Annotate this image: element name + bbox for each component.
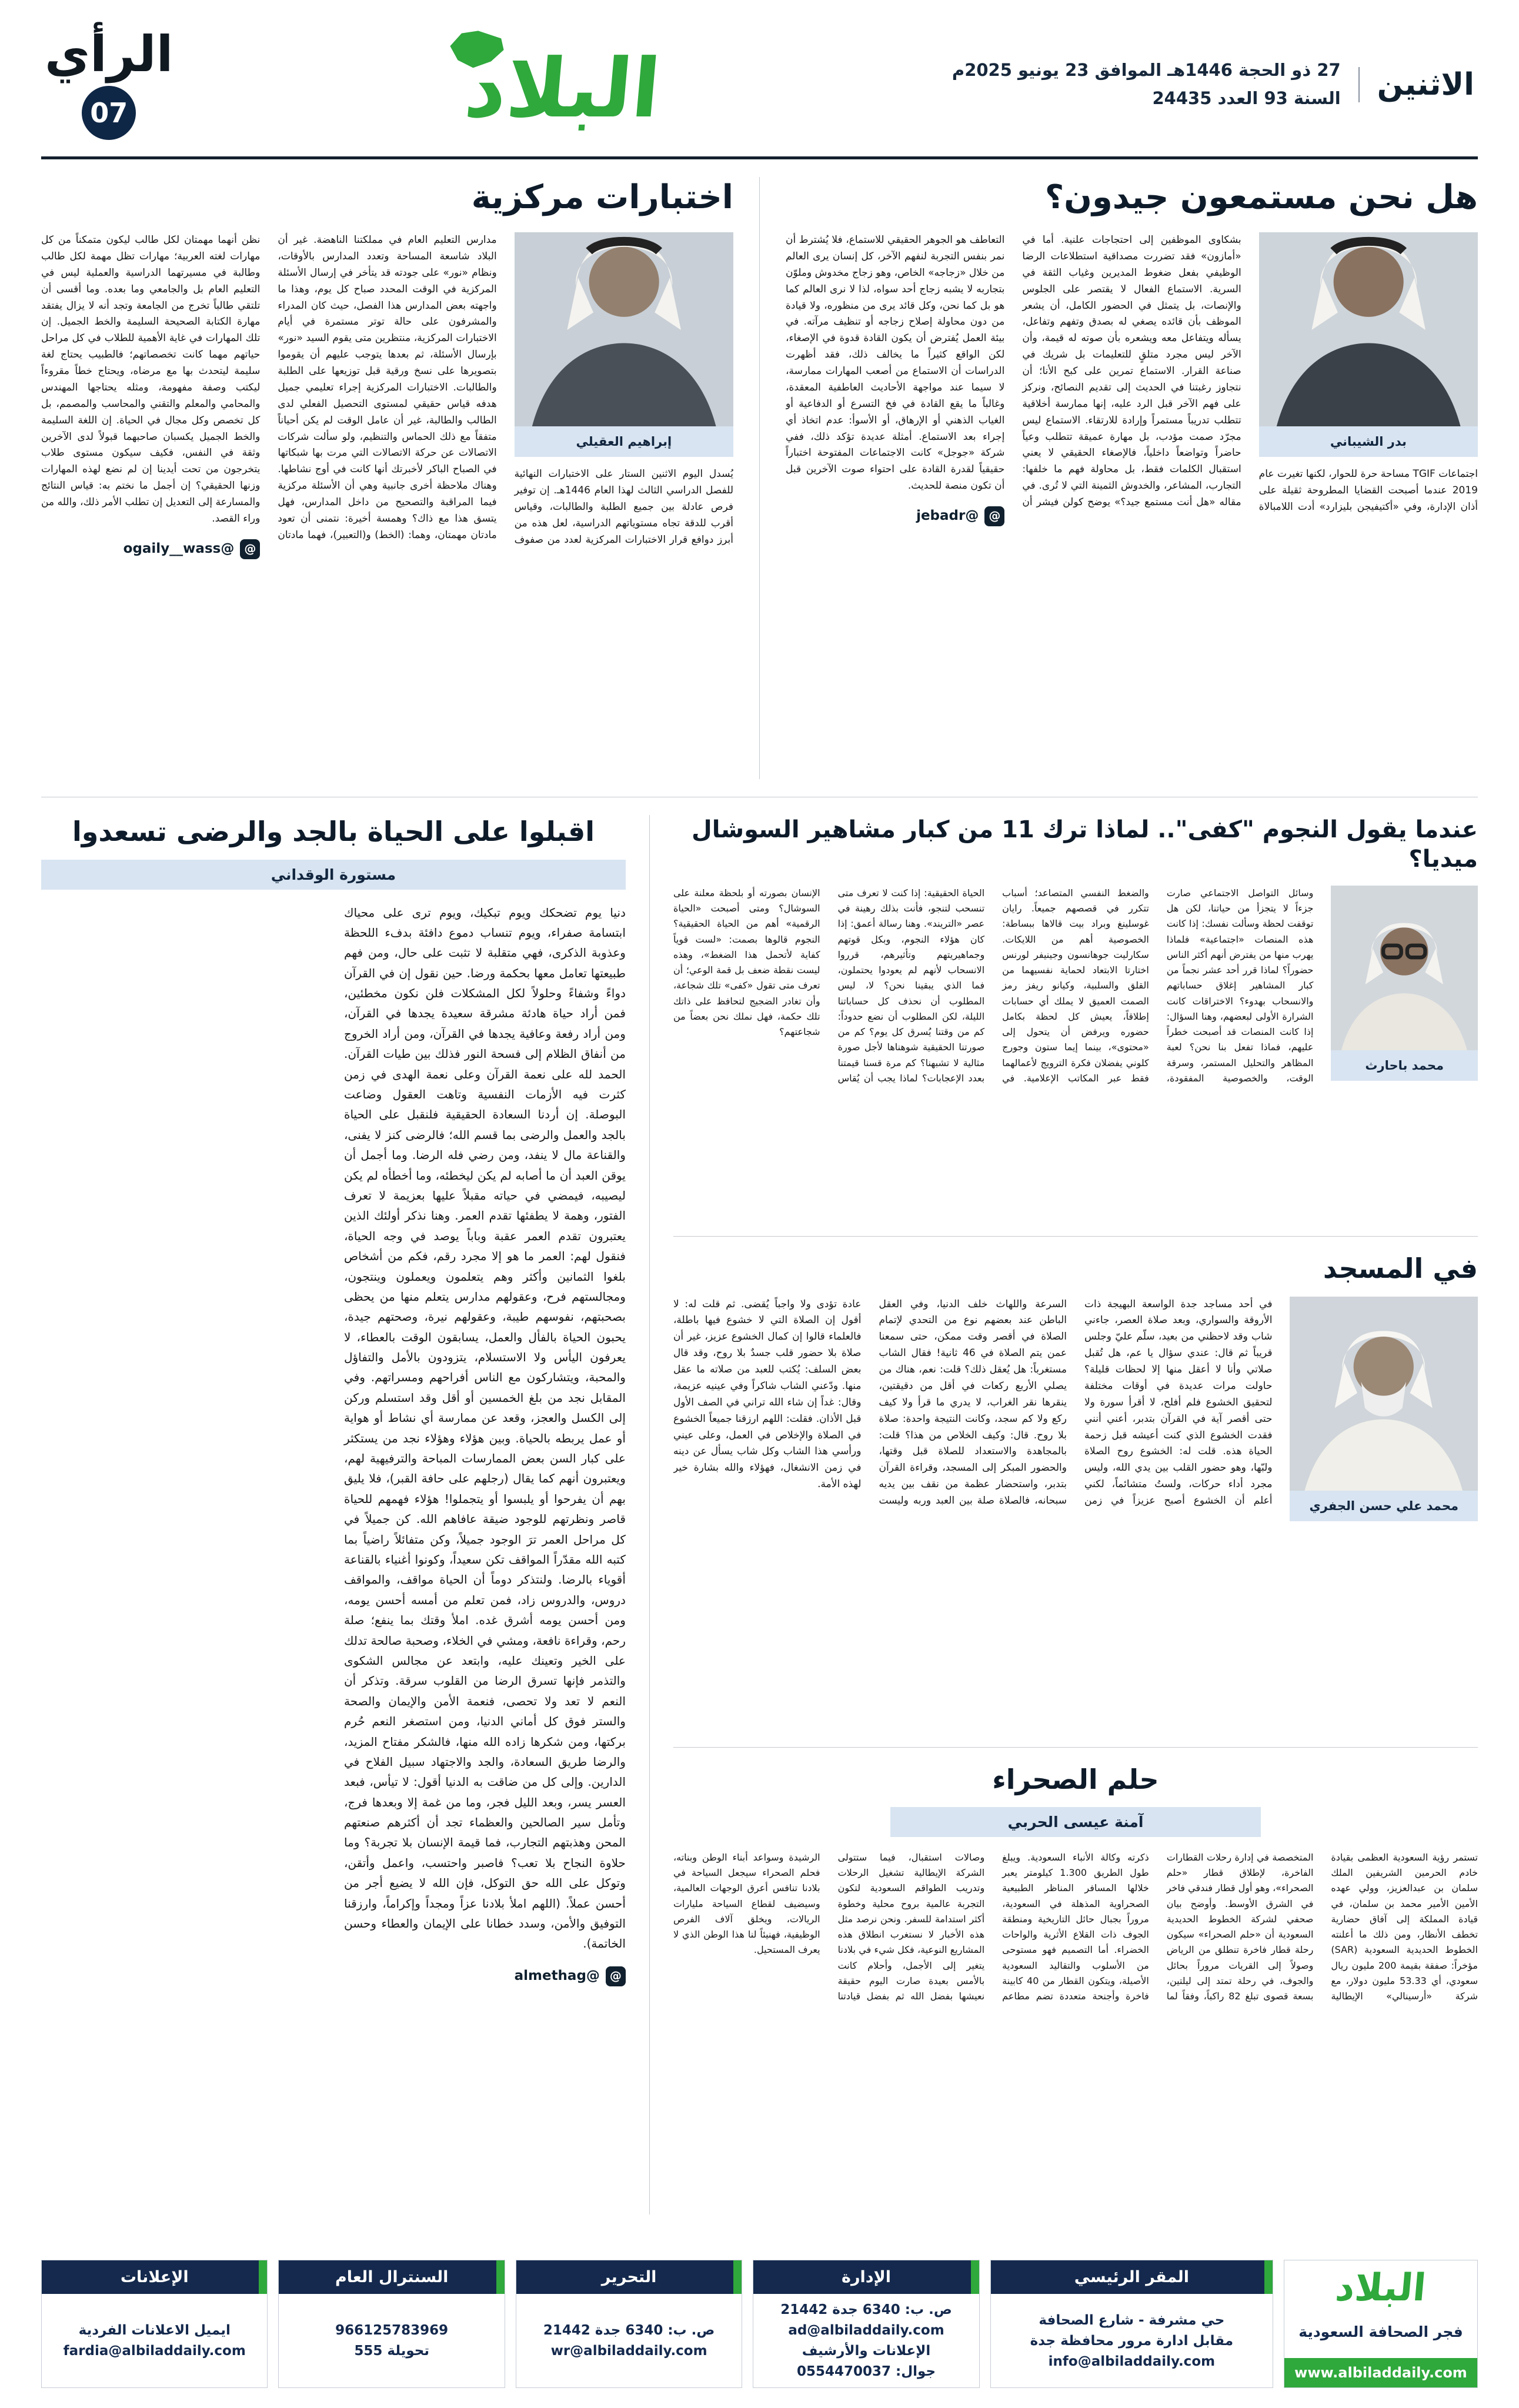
footer-section-label: الإعلانات: [42, 2260, 267, 2294]
footer-brand-box: [1284, 2260, 1478, 2388]
article-text: تستمر رؤية السعودية العظمى بقيادة خادم الحرمين الشريفين الملك سلمان بن عبدالعزيز، وولي عهده الأمين الأمير محمد بن سلمان، في قيادة المملكة إلى آفاق حضارية تخطف الأنظار، ومن ذلك ما أعلنته الخطوط الحديدية السعودية (SAR) مؤخراً: صفقة بقيمة 200 مليون ريال سعودي، أي 53.33 مليون دولار، مع شركة «أرسينالي» الإيطالية المتخصصة في إدارة رحلات القطارات الفاخرة، لإطلاق قطار «حلم الصحراء»، وهو أول قطار فندقي فاخر في الشرق الأوسط. وأوضح بيان صحفي لشركة الخطوط الحديدية السعودية أن «حلم الصحراء» سيكون رحلة قطار فاخرة تنطلق من الرياض وصولاً إلى القريات مروراً بحائل والجوف، في رحلة تمتد إلى ليلتين، بسعة قصوى تبلغ 82 راكباً، وفقاً لما ذكرته وكالة الأنباء السعودية. ويبلغ طول الطريق 1.300 كيلومتر يعبر خلالها المسافر المناظر الطبيعية الصحراوية المذهلة في السعودية، مروراً بجبال حائل التاريخية ومنطقة الجوف ذات القلاع الأثرية والواحات الخضراء. أما التصميم فهو مستوحى من الأسلوب والتقاليد السعودية الأصيلة، ويتكون القطار من 40 كابينة فاخرة وأجنحة متعددة تضم مطاعم وصالات استقبال، فيما ستتولى الشركة الإيطالية تشغيل الرحلات وتدريب الطواقم السعودية لتكون التجربة عالمية بروح محلية وخطوة أكثر استدامة للسفر. ونحن نرصد مثل هذه الأخبار لا نستغرب انطلاق هذه المشاريع النوعية، فكل شيء في بلادنا يتغير إلى الأجمل، وأحلام كانت بالأمس بعيدة صارت اليوم حقيقة نعيشها بفضل الله ثم بفضل قيادتنا الرشيدة وسواعد أبناء الوطن وبناته، فحلم الصحراء سيجعل السياحة في بلادنا تنافس أعرق الوجهات العالمية، وسيضيف لقطاع السياحة مليارات الريالات، ويخلق آلاف الفرص الوظيفية، فهنيئاً لنا هذا الوطن الذي لا يعرف المستحيل.: [673, 1852, 1478, 2002]
footer-line: جوال: 0554470037: [796, 2364, 936, 2379]
footer-section-lines: [42, 2294, 267, 2387]
article-text: اجتماعات TGIF مساحة حرة للحوار، لكنها تغيرت عام 2019 عندما أصبحت القضايا المطروحة ثقيلة على أذان الإدارة، وفي «أكتيفيجن بليزارد» أدت اللامبالاة بشكاوى الموظفين إلى احتجاجات علنية. أما في «أمازون» فقد تضررت مصداقية استطلاعات الرضا الوظيفي بفعل ضغوط المديرين وغياب الثقة في السرية. الاستماع الفعال لا يقتصر على الجلوس والإنصات، بل يتمثل في الحضور الكامل، أن يشعر الموظف بأن قائده يصغي له بصدق وتفهم وتفاعل، يسأله ويتفاعل معه ويشعره بأن صوته له قيمة، وأن الآخر ليس مجرد متلقٍ للتعليمات بل شريك في صناعة القرار. الاستماع تمرين على كبح الأنا؛ أن نتجاوز رغبتنا في الحديث إلى تقديم النصائح، ونركز على فهم الآخر قبل الرد عليه، إنها ممارسة أخلاقية تتطلب تدريباً مستمراً وإرادة للارتقاء. الاستماع ليس مجرّد صمت مؤدب، بل مهارة عميقة تتطلب وعياً حاضراً وتواضعاً داخلياً، فالإصغاء الحقيقي لا يعني استقبال الكلمات فقط، بل محاولة فهم ما خلفها: التجارب، المشاعر، والخدوش الثمينة التي لا تُرى. في مقاله «هل أنت مستمع جيد؟» يوضح كولن فيشر أن التعاطف هو الجوهر الحقيقي للاستماع، فلا يُشترط أن نمر بنفس التجربة لنفهم الآخر، كل إنسان يرى العالم من خلال «زجاجه» الخاص، وهو زجاج مخدوش وملوّن بتجاربه لا يشبه زجاج أحد سواه، لذا لا نرى العالم كما هو بل كما نحن، وكل قائد يرى من منظوره، ولا قيادة من دون محاولة إصلاح زجاجه أو تنظيف مرآته. في بيئة العمل يُفترض أن يكون القادة قدوة في الإصغاء، لكن الواقع كثيراً ما يخالف ذلك، فقد أظهرت الدراسات أن الاستماع من أصعب المهارات ممارسة، لا سيما عند مواجهة الأحاديث العاطفية المعقدة، وغالباً ما يقع القادة في فخ التسرع أو الدفاعية أو الغياب الذهني أو الإرهاق، أو الأسوأ: عدم اتخاذ أي إجراء بعد الاستماع. أمثلة عديدة تؤكد ذلك، ففي شركة «جوجل» كانت الاجتماعات المفتوحة اختباراً حقيقياً لقدرة القادة على احتواء صوت الآخرين قبل أن تكون منصة للحديث.: [786, 234, 1478, 513]
avatar-icon: [515, 232, 733, 426]
footer-section-lines: [279, 2294, 504, 2387]
albilad-logo: [461, 40, 665, 136]
footer-line: ايميل الاعلانات الفردية: [78, 2323, 231, 2338]
masthead-date-block: [952, 56, 1474, 113]
article-title: اختبارات مركزية: [471, 178, 733, 216]
article-title: هل نحن مستمعون جيدون؟: [1044, 178, 1478, 216]
portrait-image: [1259, 232, 1478, 426]
article-body: [673, 886, 1478, 1221]
article-body: [41, 903, 626, 2196]
article-life: [41, 815, 626, 2196]
article-text: يُسدل اليوم الاثنين الستار على الاختبارات النهائية للفصل الدراسي الثالث لهذا العام 1446هـ. إن توفير فرص عادلة بين جميع الطلبة والطالبات، وقياس أقرب للدقة تجاه مستوياتهم الدراسية، لعل هذه من أبرز دوافع قرار الاختبارات المركزية لعدد من صفوف مدارس التعليم العام في مملكتنا الناهضة. غير أن البلاد شاسعة المساحة وتعدد المدارس بالأوقات، ونظام «نور» على جودته قد يتأخر في إرسال الأسئلة المركزية في الوقت المحدد صباح كل يوم، وهذا ما واجهته بعض المدارس هذا الفصل، حيث كان المدراء والمشرفون على حالة توتر مستمرة في أيام الاختبارات المركزية، منتظرين متى يقوم السيد «نور» بإرسال الأسئلة، ثم بعدها يتوجب عليهم أن يقوموا بتصويرها على نسخ ورقية قبل توزيعها على الطلبة والطالبات. الاختبارات المركزية إجراء تعليمي جميل هدفه قياس حقيقي لمستوى التحصيل الفعلي لدى الطالب والطالبة، غير أن عامل الوقت لم يكن أحياناً متفقاً مع ذلك الحماس والتنظيم، ولو سألت شركات الاتصالات عن حركة الاتصالات التي مرت بها شبكاتها في الصباح الباكر لأخبرتك أنها كانت في أوج نشاطها. وهناك ملاحظة أخرى جانبية وهي أن الأسئلة مركزية فيما المراقبة والتصحيح من داخل المدارس، فهل يتسق هذا مع ذاك؟ وهمسة أخيرة: نتمنى أن تعود مادتان مهمتان، وهما: (الخط) و(التعبير)، فهما مادتان نظن أنهما مهمتان لكل طالب ليكون متمكناً من كل مهارات لغته العربية؛ مهارات تظل مهمة لكل طالب وطالبة في مسيرتهما الدراسية والعملية ليس في التعليم العام بل والجامعي وما بعده. وما أقسى أن تلتقي طالباً تخرج من الجامعة وتجد أنه لا يزال يفتقد مهارة الكتابة الصحيحة السليمة والخط الجميل. إن تلك المهارات في غاية الأهمية للطلاب في كل مراحل حياتهم مهما كانت تخصصاتهم؛ فالطبيب يحتاج لغة سليمة ليتحدث بها مع مرضاه، ويحتاج خطاً مقروءاً ليكتب وصفة مفهومة، ومثله يحتاجها المهندس والمحامي والمعلم والتقني والمحاسب والمصمم، بل كل تخصص وكل مجال في الحياة. إن اللغة السليمة والخط الجميل يكسبان صاحبهما قبولاً لدى الآخرين وثقة في النفس، فكيف سيكون مستوى طلاب يتخرجون من تحت أيدينا إن لم نضع لهذه المهارات وزنها الحقيقي؟ إن أجمل ما نختم به: قياس النتائج والمسارعة إلى التعديل إن تطلب الأمر ذلك، والله من وراء القصد.: [41, 234, 733, 546]
footer-phone: 966125783969: [335, 2323, 449, 2338]
footer-section-administration: [753, 2260, 979, 2388]
author-photo: [1259, 232, 1478, 457]
footer-section-label: التحرير: [516, 2260, 742, 2294]
footer-line: مقابل ادارة مرور محافظة جدة: [1030, 2333, 1234, 2349]
date-line: 27 ذو الحجة 1446هـ الموافق 23 يونيو 2025م: [952, 60, 1341, 81]
author-byline: إبراهيم العقيلي: [515, 426, 733, 457]
handle-text: @almethag: [514, 1968, 600, 1983]
article-text: دنيا يوم تضحكك ويوم تبكيك، ويوم ترى على محياك ابتسامة صفراء، ويوم تنساب دموع دافئة بدفء اللحظة وعذوبة الذكرى، فهي متقلبة لا تثبت على حال، ومن فهم طبيعتها تعامل معها بحكمة ورضا. حين نقول إن في القرآن دواءً وشفاءً وحلولاً لكل المشكلات فلن نكون مخطئين، فمن أراد حياة هادئة مشرقة سعيدة يجدها في القرآن، ومن أراد رفعة وعافية يجدها في القرآن، ومن أراد الخروج من أنفاق الظلام إلى فسحة النور فذلك بين طيات القرآن. الحمد لله على نعمة القرآن وعلى نعمة الهدى في زمن كثرت فيه الأزمات النفسية وتاهت العقول وضاعت البوصلة. إن أردنا السعادة الحقيقية فلنقبل على الحياة بالجد والعمل والرضى بما قسم الله؛ فالرضى كنز لا يفنى، والقناعة مال لا ينفد، ومن رضي فله الرضا. وما أجمل أن يوقن العبد أن ما أصابه لم يكن ليخطئه، وما أخطأه لم يكن ليصيبه، فيمضي في حياته مقبلاً عليها بعزيمة لا تعرف الفتور، وهمة لا يطفئها تقدم العمر. وهنا نذكر أولئك الذين يعتبرون تقدم العمر عقبة وباباً يوصد في وجه الحياة، فنقول لهم: العمر ما هو إلا مجرد رقم، فكم من أشخاص بلغوا الثمانين وأكثر وهم يتعلمون ويعملون وينتجون، ومجالستهم فرح، وعقولهم مدارس يتعلم منها من يحظى بصحبتهم، نفوسهم طيبة، وعقولهم نيرة، وصحتهم جيدة، يحبون الحياة بالفأل والعمل، يسابقون الوقت بالعطاء، لا يعرفون اليأس ولا الاستسلام، يتزودون بالأمل والتفاؤل والمحبة، ويتشاركون مع الناس أفراحهم ومسراتهم. وفي المقابل نجد من بلغ الخمسين أو أقل وقد استسلم وركن إلى الكسل والعجز، وقعد عن ممارسة أي نشاط أو هواية أو عمل يربطه بالحياة. وبين هؤلاء وهؤلاء نجد من يستكثر على كبار السن بعض الممارسات المباحة والترفيهية لهم، ويعتبرون أنهم كما يقال (رجلهم على حافة القبر)، فلا يليق بهم أن يفرحوا أو يلبسوا أو يتجملوا! هؤلاء فهمهم للحياة قاصر ونظرتهم للوجود ضيقة عافاهم الله. كن جميلاً في كل مراحل العمر ترَ الوجود جميلاً، وكن متفائلاً راضياً بما كتبه الله مقدّراً المواقف تكن سعيداً، وكونوا أغنياء بالقناعة أقوياء بالرضا. ولنتذكر دوماً أن الحياة مواقف، والمواقف دروس، والدروس زاد، فمن تعلم من أمسه أحسن يومه، ومن أحسن يومه أشرق غده. املأ وقتك بما ينفع؛ صلة رحم، وقراءة نافعة، ومشي في الخلاء، وصحبة صالحة تدلك على الخير وتعينك عليه، وابتعد عن مجالس الشكوى والتذمر فإنها تسرق الرضا من القلوب سرقة. وتذكر أن النعم لا تعد ولا تحصى، فنعمة الأمن والإيمان والصحة والستر فوق كل أماني الدنيا، ومن استصغر النعم حُرم بركتها، ومن شكرها زاده الله منها، فالشكر مفتاح المزيد، والرضا طريق السعادة، والجد والاجتهاد سبيل الفلاح في الدارين. وإلى كل من ضاقت به الدنيا أقول: لا تيأس، فبعد العسر يسر، وبعد الليل فجر، وما من غمة إلا وبعدها فرج، وتأمل سير الصالحين والعظماء تجد أن أكثرهم صنعتهم المحن وهذبتهم التجارب، فما قيمة الإنسان بلا تجربة؟ وما حلاوة النجاح بلا تعب؟ فاصبر واحتسب، واعمل وأتقن، وتوكل على الله حق التوكل، فإن الله لا يضيع أجر من أحسن عملاً. (اللهم املأ بلادنا عزاً ومجداً وإكراماً، وارزقنا التوفيق والأمن، وسدد خطانا على الإيمان والعطاء وحسن الخاتمة).: [343, 905, 626, 1951]
footer-line: تحويلة 555: [354, 2343, 429, 2359]
handle-text: @jebadr: [916, 508, 979, 523]
footer-line: حي مشرفة - شارع الصحافة: [1039, 2312, 1225, 2328]
article-body: [673, 1297, 1478, 1732]
footer-section-editorial: [516, 2260, 742, 2388]
weekday-label: الاثنين: [1358, 67, 1474, 102]
footer-section-lines: [753, 2294, 979, 2387]
date-issue-block: [952, 56, 1341, 113]
footer-section-label: السنترال العام: [279, 2260, 504, 2294]
author-photo: [515, 232, 733, 457]
portrait-image: [1331, 886, 1478, 1050]
footer-brand-logo: البلاد: [1334, 2266, 1428, 2310]
footer-section-lines: [991, 2294, 1273, 2387]
twitter-icon: [984, 506, 1004, 526]
portrait-image: [1290, 1297, 1478, 1491]
article-text: في أحد مساجد جدة الواسعة البهيجة ذات الأروقة والسواري، وبعد صلاة العصر، جاءني شاب وقد لاحظني من بعيد، سلّم عليّ وجلس قريباً ثم قال: عندي سؤال يا عم، هل تُقبل صلاتي وأنا لا أعقل منها إلا لحظات قليلة؟ حاولت مرات عديدة في أوقات مختلفة لتحقيق الخشوع فلم أفلح، لا أقرأ سورة ولا حتى أقصر آية في القرآن بتدبر، أعني أنني فقدت الخشوع الذي كنت أعيشه قبل زحمة الحياة هذه. قلت له: الخشوع روح الصلاة ولبّها، وهو حضور القلب بين يدي الله، وليس مجرد أداء حركات، ولستُ متشائماً، لكني أعلم أن الخشوع أصبح عزيزاً في زمن السرعة واللهاث خلف الدنيا، وفي العقل الباطن عند بعضهم نوع من التحدي لإتمام الصلاة في أقصر وقت ممكن، حتى سمعنا عمن يتم الصلاة في 46 ثانية! فقال الشاب مستغرباً: هل يُعقل ذلك؟ قلت: نعم، هناك من يصلي الأربع ركعات في أقل من دقيقتين، ينقرها نقر الغراب، لا يدري ما قرأ ولا كيف ركع ولا كم سجد، وكانت النتيجة واحدة: صلاة بلا روح. قال: وكيف الخلاص من هذا؟ قلت: بالمجاهدة والاستعداد للصلاة قبل وقتها، والحضور المبكر إلى المسجد، وقراءة القرآن بتدبر، واستحضار عظمة من نقف بين يديه سبحانه، فالصلاة صلة بين العبد وربه وليست عادة تؤدى ولا واجباً يُقضى. ثم قلت له: لا أقول إن الصلاة التي لا خشوع فيها باطلة، فالعلماء قالوا إن كمال الخشوع عزيز، غير أن صلاة بلا حضور قلب جسدٌ بلا روح، وقد قال بعض السلف: يُكتب للعبد من صلاته ما عقل منها. ودّعني الشاب شاكراً وفي عينيه عزيمة، وقال: غداً إن شاء الله تراني في الصف الأول قبل الأذان. فقلت: اللهم ارزقنا جميعاً الخشوع في الصلاة والإخلاص في العمل، وعلى عيني ورأسي هذا الشاب وكل شاب يسأل عن دينه في زمن الانشغال، فهؤلاء والله بشارة خير لهذه الأمة.: [673, 1298, 1273, 1507]
masthead: [41, 27, 1478, 159]
footer-section-ads: [41, 2260, 268, 2388]
footer-website-link[interactable]: www.albiladdaily.com: [1284, 2358, 1477, 2387]
left-column-group: [41, 815, 650, 2215]
section-block: [45, 25, 173, 140]
article-exams: [41, 177, 760, 779]
footer-line: الإعلانات والأرشيف: [802, 2343, 931, 2359]
lower-articles-row: [41, 815, 1478, 2215]
author-byline: مستورة الوقداني: [41, 860, 626, 890]
handle-text: @ogaily__wass: [123, 540, 235, 556]
portrait-image: [515, 232, 733, 426]
twitter-icon: [606, 1966, 626, 1986]
article-mosque: [673, 1236, 1478, 1732]
article-stars: [673, 815, 1478, 1221]
author-byline: محمد باحارث: [1331, 1050, 1478, 1081]
author-handle[interactable]: [123, 538, 261, 560]
footer-email-link[interactable]: info@albiladdaily.com: [1048, 2353, 1216, 2369]
author-byline: محمد علي حسن الجفري: [1290, 1491, 1478, 1521]
article-title: حلم الصحراء: [992, 1763, 1159, 1795]
article-body: [41, 232, 733, 779]
article-text: وسائل التواصل الاجتماعي صارت جزءاً لا يتجزأ من حياتنا، لكن هل توقفت لحظة وسألت نفسك: إذا كانت هذه المنصات «اجتماعية» فلماذا يهرب منها من يفترض أنهم أكثر الناس حضوراً؟ لماذا قرر أحد عشر نجماً من كبار المشاهير إغلاق حساباتهم والانسحاب بهدوء؟ الاختراقات كانت الشرارة الأولى لبعضهم، وهنا السؤال: إذا كانت المنصات قد أصبحت خطراً عليهم، فماذا تفعل بنا نحن؟ لعبة المظاهر والتحليل المستمر، وسرقة الوقت، والخصوصية المفقودة، والضغط النفسي المتصاعد؛ أسباب تتكرر في قصصهم جميعاً. رايان غوسلينغ وبراد بيت قالاها ببساطة: الخصوصية أهم من اللايكات. سكارليت جوهانسون وجينيفر لورنس اختارتا الابتعاد لحماية نفسيهما من القلق والسلبية، وكيانو ريفز رمز الصمت العميق لا يملك أي حسابات إطلاقاً، يعيش كل لحظة بكامل حضوره ويرفض أن يتحول إلى «محتوى»، بينما إيما ستون وجورج كلوني يفضلان فكرة الترويج لأعمالهما فقط عبر المكاتب الإعلامية. في الحياة الحقيقية: إذا كنت لا تعرف متى تنسحب لتنجو، فأنت بذلك رهينة في عصر «التريند». وهنا رسالة أعمق: إذا كان هؤلاء النجوم، وبكل قوتهم وجماهيريتهم وتأثيرهم، قرروا الانسحاب لأنهم لم يعودوا يحتملون، فما الذي يبقينا نحن؟ لا، ليس المطلوب أن نحذف كل حساباتنا الليلة، لكن المطلوب أن نضع حدوداً: كم من وقتنا يُسرق كل يوم؟ كم من صورتنا الحقيقية شوهناها لأجل صورة مثالية لا تشبهنا؟ كم مرة قسنا قيمتنا بعدد الإعجابات؟ لماذا يجب أن يُقاس الإنسان بصورته أو بلحظة معلنة على السوشال؟ ومتى أصبحت «الحياة الرقمية» أهم من الحياة الحقيقية؟ النجوم قالوها بصمت: «لست قوياً كفاية لأتحمل هذا الضغط»، وهذه ليست نقطة ضعف بل قمة الوعي؛ أن تعرف متى تقول «كفى» تلك شجاعة، وأن تغادر الضجيج لتحافظ على ذاتك تلك حكمة، فهل نملك نحن بعضاً من شجاعتهم؟: [673, 887, 1314, 1084]
issue-line: السنة 93 العدد 24435: [1152, 88, 1341, 108]
right-column-group: [673, 815, 1478, 2215]
footer-email-link[interactable]: ad@albiladdaily.com: [788, 2323, 944, 2338]
footer-section-switchboard: [278, 2260, 505, 2388]
footer: [41, 2260, 1478, 2388]
top-articles-row: [41, 177, 1478, 797]
footer-email-link[interactable]: wr@albiladdaily.com: [550, 2343, 707, 2359]
author-photo: [1290, 1297, 1478, 1521]
article-title: اقبلوا على الحياة بالجد والرضى تسعدوا: [72, 816, 595, 847]
author-byline: بدر الشيباني: [1259, 426, 1478, 457]
twitter-icon: [240, 539, 260, 559]
article-title: عندما يقول النجوم "كفى".. لماذا ترك 11 من كبار مشاهير السوشال ميديا؟: [692, 816, 1478, 873]
footer-section-label: المقر الرئيسي: [991, 2260, 1273, 2294]
avatar-icon: [1259, 232, 1478, 426]
footer-line: ص. ب: 6340 جدة 21442: [780, 2302, 952, 2317]
article-listening: [786, 177, 1478, 779]
author-byline: آمنة عيسى الحربي: [890, 1807, 1260, 1837]
page-number-badge: 07: [82, 86, 136, 140]
article-body: [786, 232, 1478, 779]
author-photo: [1331, 886, 1478, 1081]
footer-section-headquarters: [990, 2260, 1273, 2388]
brand-name: البلاد: [461, 41, 665, 136]
author-handle[interactable]: [515, 1965, 626, 1988]
article-desert: [673, 1747, 1478, 2215]
footer-section-label: الإدارة: [753, 2260, 979, 2294]
avatar-icon: [1290, 1297, 1478, 1491]
avatar-icon: [1331, 886, 1478, 1050]
article-title: في المسجد: [1323, 1253, 1478, 1284]
article-body: [673, 1850, 1478, 2215]
footer-brand-tagline: فجر الصحافة السعودية: [1298, 2323, 1463, 2340]
footer-line: ص. ب: 6340 جدة 21442: [543, 2323, 715, 2338]
author-handle[interactable]: [916, 505, 1004, 527]
footer-email-link[interactable]: fardia@albiladdaily.com: [63, 2343, 246, 2359]
footer-section-lines: [516, 2294, 742, 2387]
section-title: الرأي: [45, 25, 173, 83]
